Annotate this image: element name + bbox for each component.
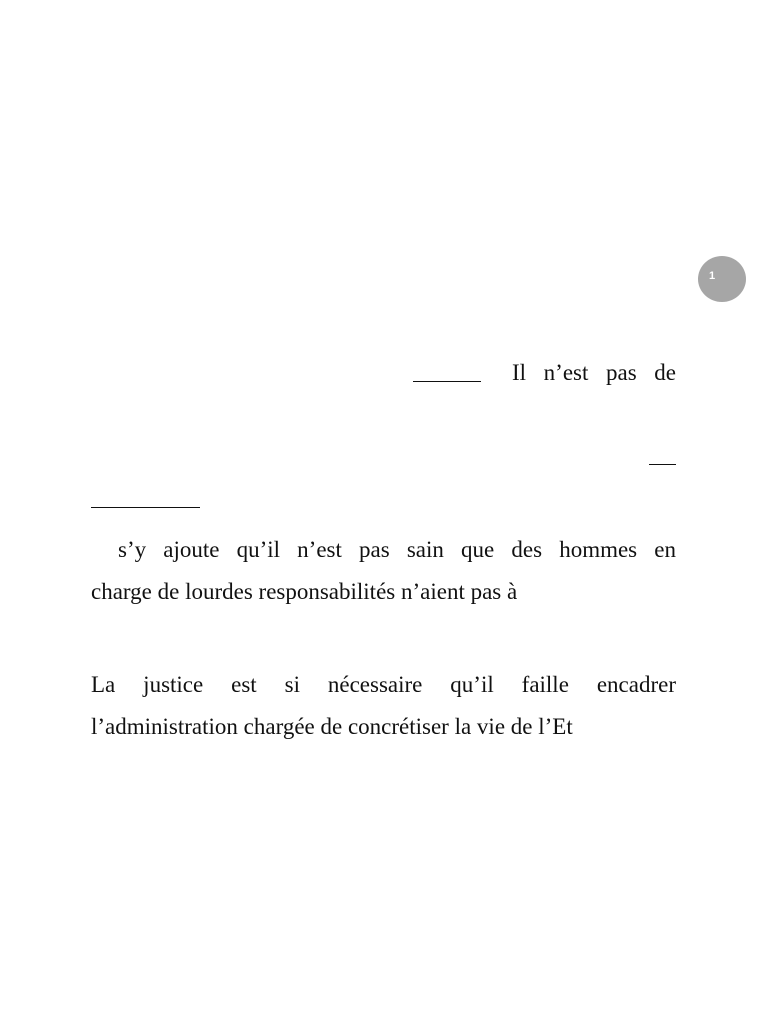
blank-rule-1 <box>413 381 481 382</box>
text-line-1: Il n’est pas de <box>512 360 676 385</box>
text-line-5: l’administration chargée de concrétiser la vie de l’Et <box>91 714 573 739</box>
text-line-2: s’y ajoute qu’il n’est pas sain que des hommes en <box>118 537 676 562</box>
text-line-4: La justice est si nécessaire qu’il faille encadrer <box>91 672 676 697</box>
blank-rule-3 <box>91 507 200 508</box>
page-number: 1 <box>708 269 716 282</box>
page-number-badge <box>698 256 746 302</box>
text-line-3: charge de lourdes responsabilités n’aient pas à <box>91 579 518 604</box>
blank-rule-2 <box>649 464 676 465</box>
